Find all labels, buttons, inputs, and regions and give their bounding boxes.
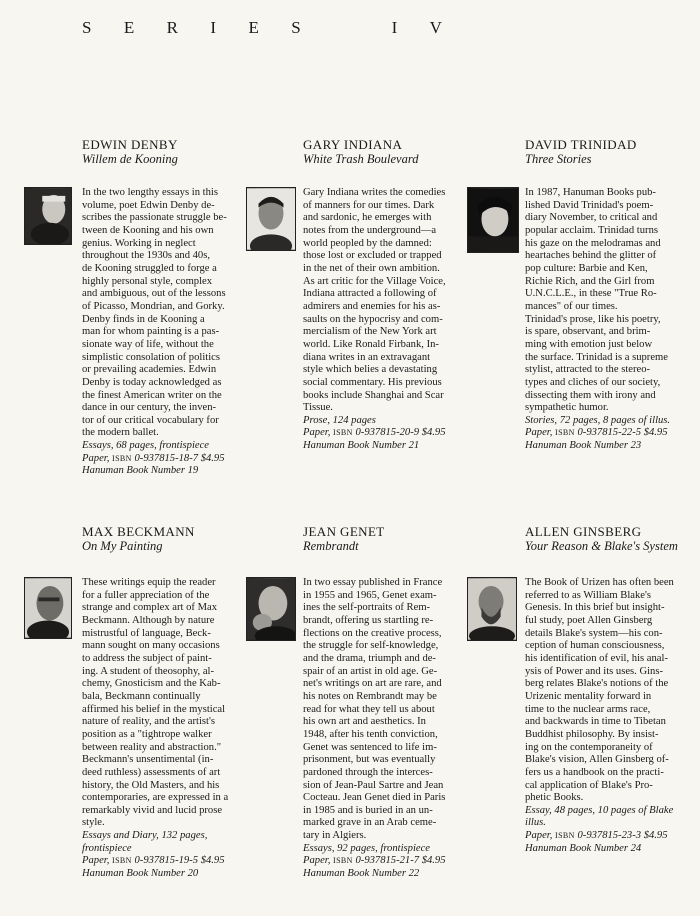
series-letter: I — [210, 18, 217, 37]
entry-description: These writings equip the reader for a fuller appreciation of the strange and complex art of Max Beckmann. Although by nature mistrustful of language, Beck- mann sought on many occasions to address the subject of paint- ing. A student of theosophy, al- chemy, Gnosticism and the Kab- bala, Beckmann continually affirmed his belief in the mystical nature of reality, and the artist's position as a "tightrope walker between reality and abstraction." Beckmann's unsentimental (in- deed ruthless) assessments of art history, the Old Masters, and his contemporaries, are expressed in a remarkably vivid and lucid prose style. Essays and Diary, 132 pages, frontispiece Paper, ISBN 0-937815-19-5 $4.95 Hanuman Book Number 20 — [82, 577, 250, 881]
format-line: Prose, 124 pages — [303, 414, 376, 426]
format-line: Essays, 68 pages, frontispiece — [82, 440, 210, 452]
author-name: DAVID TRINIDAD — [525, 137, 637, 152]
book-title: On My Painting — [82, 539, 163, 553]
series-letter: R — [166, 18, 179, 37]
entry-david-trinidad — [525, 137, 700, 167]
price-line: Paper, ISBN 0-937815-20-9 $4.95 — [303, 427, 446, 439]
entry-description: The Book of Urizen has often been referred to as William Blake's Genesis. In this brief but insight- ful study, poet Allen Ginsberg details Blake's system—his con- ception of human consciousness, his identification of evil, his anal- ysis of Power and its uses. Gins- berg relates Blake's notions of the Urizenic mentality forward in time to the nuclear arms race, and backwards in time to Tibetan Buddhist philosophy. By insist- ing on the contemporaneity of Blake's vision, Allen Ginsberg of- fers us a handbook on the practi- cal application of Blake's Pro- phetic Books. Essay, 48 pages, 10 pages of Blake illus. Paper, ISBN 0-937815-23-3 $4.95 Hanuman Book Number 24 — [525, 577, 693, 855]
series-letter: V — [429, 18, 442, 37]
price-line: Paper, ISBN 0-937815-22-5 $4.95 — [525, 427, 668, 439]
entry-jean-genet — [303, 524, 493, 554]
format-line: frontispiece — [82, 842, 132, 854]
book-number: Hanuman Book Number 20 — [82, 868, 199, 880]
series-header — [82, 18, 442, 42]
author-photo — [246, 187, 296, 251]
price-line: Paper, ISBN 0-937815-19-5 $4.95 — [82, 855, 225, 867]
entry-max-beckmann — [82, 524, 272, 554]
author-name: EDWIN DENBY — [82, 137, 178, 152]
format-line: Essays and Diary, 132 pages, — [82, 830, 208, 842]
book-title: Your Reason & Blake's System — [525, 539, 678, 553]
series-letter: S — [82, 18, 92, 37]
book-number: Hanuman Book Number 23 — [525, 440, 642, 452]
series-letter: E — [123, 18, 135, 37]
entry-edwin-denby — [82, 137, 272, 167]
entry-description: Gary Indiana writes the comedies of manners for our times. Dark and sardonic, he emerges with notes from the underground—a world peopled by the damned: those lost or excluded or trapped in the net of their own ambition. As art critic for the Village Voice, Indiana attracted a following of admirers and enemies for his as- saults on the hypocrisy and com- mercialism of the New York art world. Like Ronald Firbank, In- diana writes in an extravagant style which belies a devastating social commentary. His previous books include Shanghai and Scar Tissue. Prose, 124 pages Paper, ISBN 0-937815-20-9 $4.95 Hanuman Book Number 21 — [303, 187, 471, 453]
book-number: Hanuman Book Number 21 — [303, 440, 420, 452]
book-number: Hanuman Book Number 22 — [303, 868, 420, 880]
price-line: Paper, ISBN 0-937815-18-7 $4.95 — [82, 452, 225, 464]
entry-description: In the two lengthy essays in this volume, poet Edwin Denby de- scribes the passionate struggle be- tween de Kooning and his own genius. Working in neglect throughout the 1930s and 40s, de Kooning struggled to forge a highly personal style, complex and ambiguous, out of the lessons of Picasso, Mondrian, and Gorky. Denby finds in de Kooning a man for whom painting is a pas- sionate way of life, without the simplistic consolation of politics or prevailing academies. Edwin Denby is today acknowledged as the finest American writer on the dance in our century, the inven- tor of our critical vocabulary for the modern ballet. Essays, 68 pages, frontispiece Paper, ISBN 0-937815-18-7 $4.95 Hanuman Book Number 19 — [82, 187, 250, 478]
author-photo — [467, 187, 519, 253]
entry-gary-indiana — [303, 137, 493, 167]
price-line: Paper, ISBN 0-937815-23-3 $4.95 — [525, 830, 668, 842]
book-title: White Trash Boulevard — [303, 152, 419, 166]
book-title: Three Stories — [525, 152, 592, 166]
entry-allen-ginsberg — [525, 524, 700, 554]
book-title: Willem de Kooning — [82, 152, 178, 166]
author-photo — [246, 577, 296, 641]
series-letter: E — [248, 18, 259, 37]
entry-description: In 1987, Hanuman Books pub- lished David Trinidad's poem- diary November, to critical and popular acclaim. Trinidad turns his gaze on the melodramas and heartaches behind the glitter of pop culture: Barbie and Ken, Richie Rich, and the Girl from U.N.C.L.E., in these "True Ro- mances" of our times. Trinidad's prose, like his poetry, is spare, observant, and brim- ming with emotion just below the surface. Trinidad is a supreme stylist, attracted to the stereo- types and cliches of our society, dissecting them with irony and sympathetic humor. Stories, 72 pages, 8 pages of illus. Paper, ISBN 0-937815-22-5 $4.95 Hanuman Book Number 23 — [525, 187, 693, 453]
entry-description: In two essay published in France in 1955 and 1965, Genet exam- ines the self-portraits of Rem- brandt, offering us startling re- flections on the creative process, the struggle for self-knowledge, and the drama, triumph and de- spair of an artist in old age. Ge- net's writings on art are rare, and his notes on Rembrandt may be read for what they tell us about his own art and aesthetics. In 1948, after his tenth conviction, Genet was sentenced to life im- prisonment, but was eventually pardoned through the interces- sion of Jean-Paul Sartre and Jean Cocteau. Jean Genet died in Paris in 1985 and is buried in an un- marked grave in an Arab ceme- tary in Algiers. Essays, 92 pages, frontispiece Paper, ISBN 0-937815-21-7 $4.95 Hanuman Book Number 22 — [303, 577, 471, 881]
author-name: GARY INDIANA — [303, 137, 403, 152]
format-line: illus. — [525, 817, 546, 829]
format-line: Essay, 48 pages, 10 pages of Blake — [525, 804, 674, 816]
author-photo — [24, 187, 72, 245]
book-title: Rembrandt — [303, 539, 359, 553]
author-photo — [24, 577, 72, 639]
price-line: Paper, ISBN 0-937815-21-7 $4.95 — [303, 855, 446, 867]
book-number: Hanuman Book Number 24 — [525, 842, 642, 854]
author-name: MAX BECKMANN — [82, 524, 195, 539]
series-letter: I — [391, 18, 398, 37]
author-name: JEAN GENET — [303, 524, 385, 539]
format-line: Essays, 92 pages, frontispiece — [303, 842, 431, 854]
author-name: ALLEN GINSBERG — [525, 524, 642, 539]
author-photo — [467, 577, 517, 641]
format-line: Stories, 72 pages, 8 pages of illus. — [525, 414, 671, 426]
series-letter: S — [291, 18, 301, 37]
book-number: Hanuman Book Number 19 — [82, 465, 199, 477]
